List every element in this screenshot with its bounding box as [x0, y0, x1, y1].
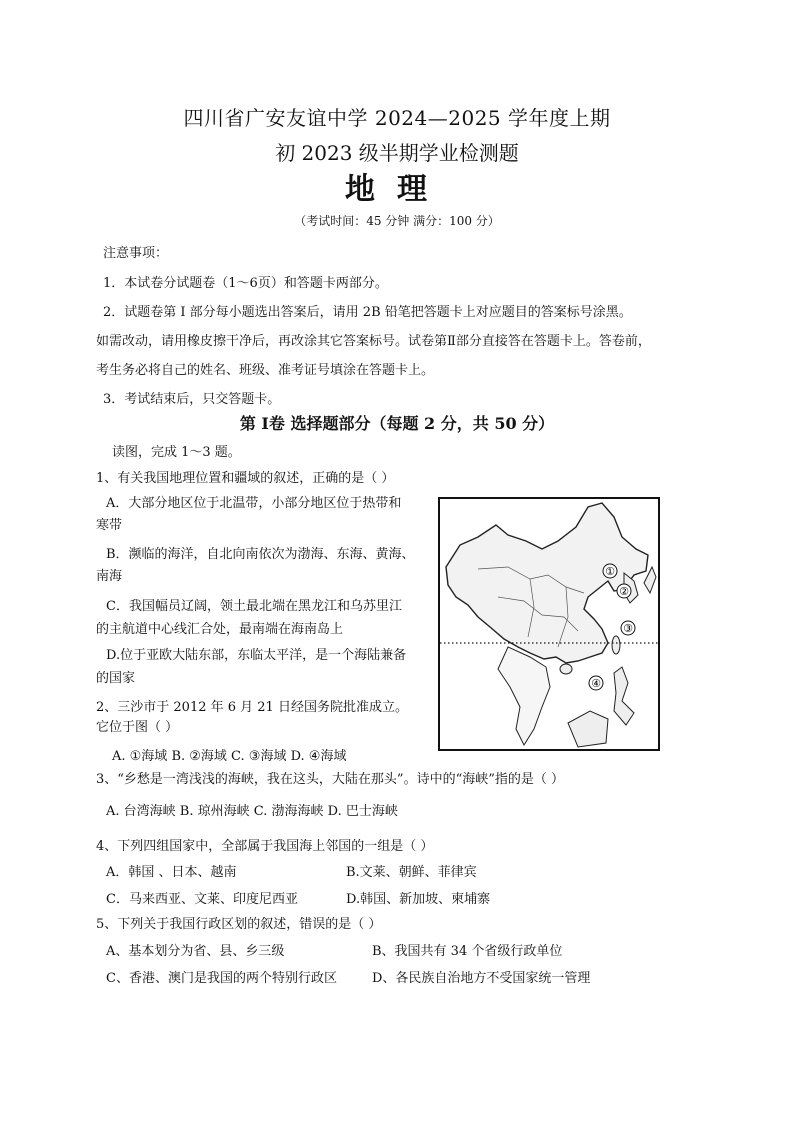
q3-stem: 3、“乡愁是一湾浅浅的海峡，我在这头，大陆在那头”。诗中的“海峡”指的是（ ） [96, 772, 564, 787]
exam-subject-title: 地理 [345, 172, 449, 207]
q1-option-b-line1: B．濒临的海洋，自北向南依次为渤海、东海、黄海、 [106, 547, 415, 562]
q1-option-d-line2: 的国家 [96, 671, 136, 686]
note-2-line-2: 如需改动，请用橡皮擦干净后，再改涂其它答案标号。试卷第Ⅱ部分直接答在答题卡上。答卷前， [96, 334, 651, 349]
q3-options: A. 台湾海峡 B. 琼州海峡 C. 渤海海峡 D. 巴士海峡 [106, 804, 398, 819]
note-1: 1．本试卷分试题卷（1～6页）和答题卡两部分。 [103, 276, 388, 291]
q2-stem-line2: 它位于图（ ） [96, 720, 179, 735]
q4-option-d: D.韩国、新加坡、柬埔寨 [346, 892, 491, 907]
sea-label-3: ③ [623, 622, 633, 635]
exam-grade-title: 初 2023 级半期学业检测题 [275, 141, 519, 165]
sea-label-2: ② [619, 585, 629, 598]
q5-option-a: A、基本划分为省、县、乡三级 [106, 944, 285, 959]
q5-option-d: D、各民族自治地方不受国家统一管理 [372, 971, 591, 986]
q4-stem: 4、下列四组国家中，全部属于我国海上邻国的一组是（ ） [96, 839, 434, 854]
section-title: 第 Ⅰ卷 选择题部分（每题 2 分，共 50 分） [239, 414, 555, 433]
q4-option-a: A．韩国 、日本、越南 [106, 865, 237, 880]
q4-option-c: C．马来西亚、文莱、印度尼西亚 [106, 892, 298, 907]
q2-stem-line1: 2、三沙市于 2012 年 6 月 21 日经国务院批准成立。 [96, 700, 408, 715]
notes-heading: 注意事项： [103, 246, 169, 261]
q5-option-b: B、我国共有 34 个省级行政单位 [372, 944, 563, 959]
china-map-svg [438, 497, 660, 751]
hainan-island [560, 664, 572, 674]
q4-option-b: B.文莱、朝鲜、菲律宾 [346, 865, 477, 880]
exam-time-info: （考试时间：45 分钟 满分：100 分） [294, 214, 500, 228]
sea-label-4: ④ [591, 677, 601, 690]
exam-school-title: 四川省广安友谊中学 2024—2025 学年度上期 [183, 106, 611, 130]
note-2-line-3: 考生务必将自己的姓名、班级、准考证号填涂在答题卡上。 [96, 363, 435, 378]
reading-intro: 读图，完成 1～3 题。 [112, 445, 241, 460]
taiwan-island [612, 636, 620, 654]
note-3: 3．考试结束后，只交答题卡。 [103, 392, 281, 407]
q1-stem: 1、有关我国地理位置和疆域的叙述，正确的是（ ） [96, 471, 395, 486]
note-2-line-1: 2．试题卷第 Ⅰ 部分每小题选出答案后，请用 2B 铅笔把答题卡上对应题目的答案标号涂黑。 [103, 305, 632, 320]
q2-options: A. ①海域 B. ②海域 C. ③海域 D. ④海域 [112, 749, 347, 764]
q1-option-d-line1: D.位于亚欧大陆东部，东临太平洋，是一个海陆兼备 [106, 648, 407, 663]
china-map-figure [438, 497, 660, 751]
q1-option-a-line2: 寒带 [96, 518, 123, 533]
sea-label-1: ① [605, 565, 615, 578]
q5-option-c: C、香港、澳门是我国的两个特别行政区 [106, 971, 337, 986]
q5-stem: 5、下列关于我国行政区划的叙述，错误的是（ ） [96, 917, 382, 932]
q1-option-a-line1: A．大部分地区位于北温带，小部分地区位于热带和 [106, 496, 402, 511]
q1-option-b-line2: 南海 [96, 569, 123, 584]
q1-option-c-line1: C．我国幅员辽阔，领土最北端在黑龙江和乌苏里江 [106, 599, 402, 614]
q1-option-c-line2: 的主航道中心线汇合处，最南端在海南岛上 [96, 622, 344, 637]
